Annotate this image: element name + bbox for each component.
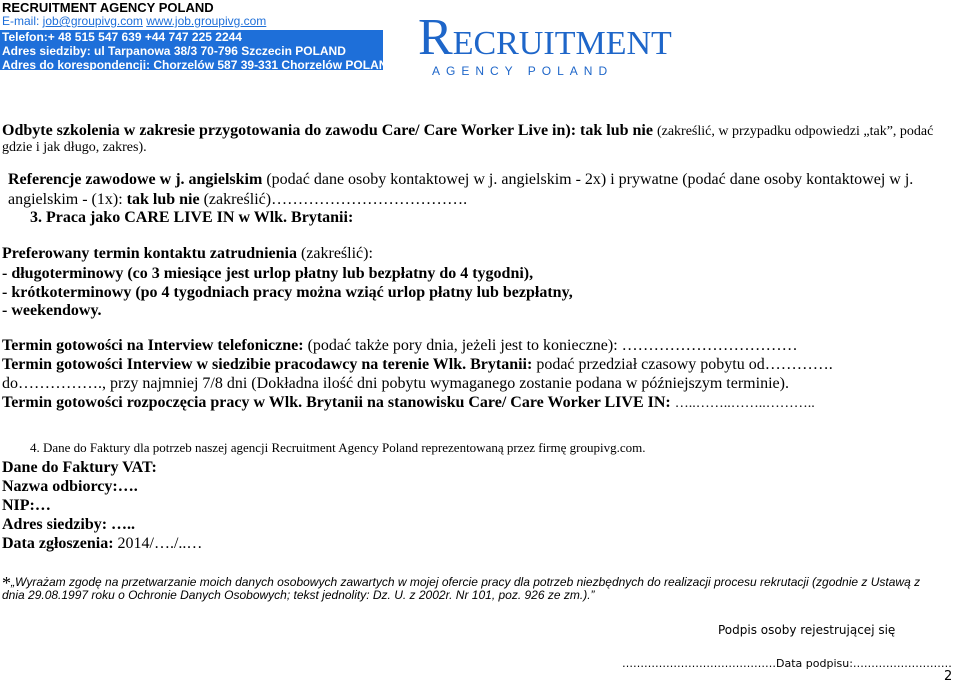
site-interview-line-2: do……………., przy najmniej 7/8 dni (Dokładna ilość dni pobytu wymaganego zostanie podana w późniejszym terminie). <box>2 375 789 392</box>
page-number: 2 <box>944 669 953 684</box>
option-long-term: - długoterminowy (co 3 miesiące jest urlop płatny lub bezpłatny do 4 tygodni), <box>2 265 534 282</box>
submission-date-field: Data zgłoszenia: 2014/…./..… <box>2 535 203 552</box>
training-line: Odbyte szkolenia w zakresie przygotowania do zawodu Care/ Care Worker Live in): tak lub nie (zakreślić, w przypadku odpowiedzi „tak”, podać <box>2 122 934 139</box>
recruitment-logo: RECRUITMENT AGENCY POLAND <box>408 2 638 94</box>
training-line-2: gdzie i jak długo, zakres). <box>2 140 147 155</box>
email-link[interactable]: job@groupivg.com <box>42 14 143 28</box>
nip-field: NIP:… <box>2 497 51 514</box>
consent-line-1: „Wyrażam zgodę na przetwarzanie moich danych osobowych zawartych w mojej ofercie pracy dla potrzeb niezbędnych do realizacji procesu rekrutacji (zgodnie z Ustawą z <box>11 575 921 589</box>
asterisk: * <box>2 573 11 593</box>
phone-interview-line: Termin gotowości na Interview telefoniczne: (podać także pory dnia, jeżeli jest to konieczne): …………………………… <box>2 337 798 354</box>
contact-email-line <box>2 14 266 29</box>
section-3-heading: 3. Praca jako CARE LIVE IN w Wlk. Brytanii: <box>30 209 354 226</box>
site-interview-line: Termin gotowości Interview w siedzibie pracodawcy na terenie Wlk. Brytanii: podać przedział czasowy pobytu od…………. <box>2 356 833 373</box>
signature-date-line: ……………………………………Data podpisu:……………………… <box>622 657 952 670</box>
references-line-1: Referencje zawodowe w j. angielskim (podać dane osoby kontaktowej w j. angielskim - 2x) i prywatne (podać dane osoby kontaktowej w j. <box>8 171 914 188</box>
website-link[interactable]: www.job.groupivg.com <box>146 14 267 28</box>
seat-field: Adres siedziby: ….. <box>2 516 136 533</box>
header-contact-band <box>0 30 397 72</box>
option-short-term: - krótkoterminowy (po 4 tygodniach pracy można wziąć urlop płatny lub bezpłatny, <box>2 284 573 301</box>
correspondence-address-line: Adres do korespondencji: Chorzelów 587 39-331 Chorzelów POLAND <box>2 58 397 72</box>
recipient-field: Nazwa odbiorcy:…. <box>2 478 138 495</box>
seat-address-line: Adres siedziby: ul Tarpanowa 38/3 70-796 Szczecin POLAND <box>2 44 346 58</box>
consent-line-2: dnia 29.08.1997 roku o Ochronie Danych Osobowych; tekst jednolity: Dz. U. z 2002r. Nr 101, poz. 926 ze zm.).” <box>2 588 595 602</box>
company-name: RECRUITMENT AGENCY POLAND <box>2 0 214 15</box>
start-work-line: Termin gotowości rozpoczęcia pracy w Wlk. Brytanii na stanowisku Care/ Care Worker LIVE IN: …..……..……..……….. <box>2 394 815 411</box>
phone-line: Telefon:+ 48 515 547 639 +44 747 225 2244 <box>2 30 242 44</box>
preferred-term-heading: Preferowany termin kontaktu zatrudnienia (zakreślić): <box>2 245 373 262</box>
invoice-heading: Dane do Faktury VAT: <box>2 459 157 476</box>
references-line-2: angielskim - (1x): tak lub nie (zakreślić)………………………………. <box>8 191 468 208</box>
section-4-line: 4. Dane do Faktury dla potrzeb naszej agencji Recruitment Agency Poland reprezentowaną przez firmę groupivg.com. <box>30 440 646 455</box>
email-label: E-mail: <box>2 14 43 28</box>
signature-label: Podpis osoby rejestrującej się <box>718 623 896 637</box>
option-weekend: - weekendowy. <box>2 302 102 319</box>
